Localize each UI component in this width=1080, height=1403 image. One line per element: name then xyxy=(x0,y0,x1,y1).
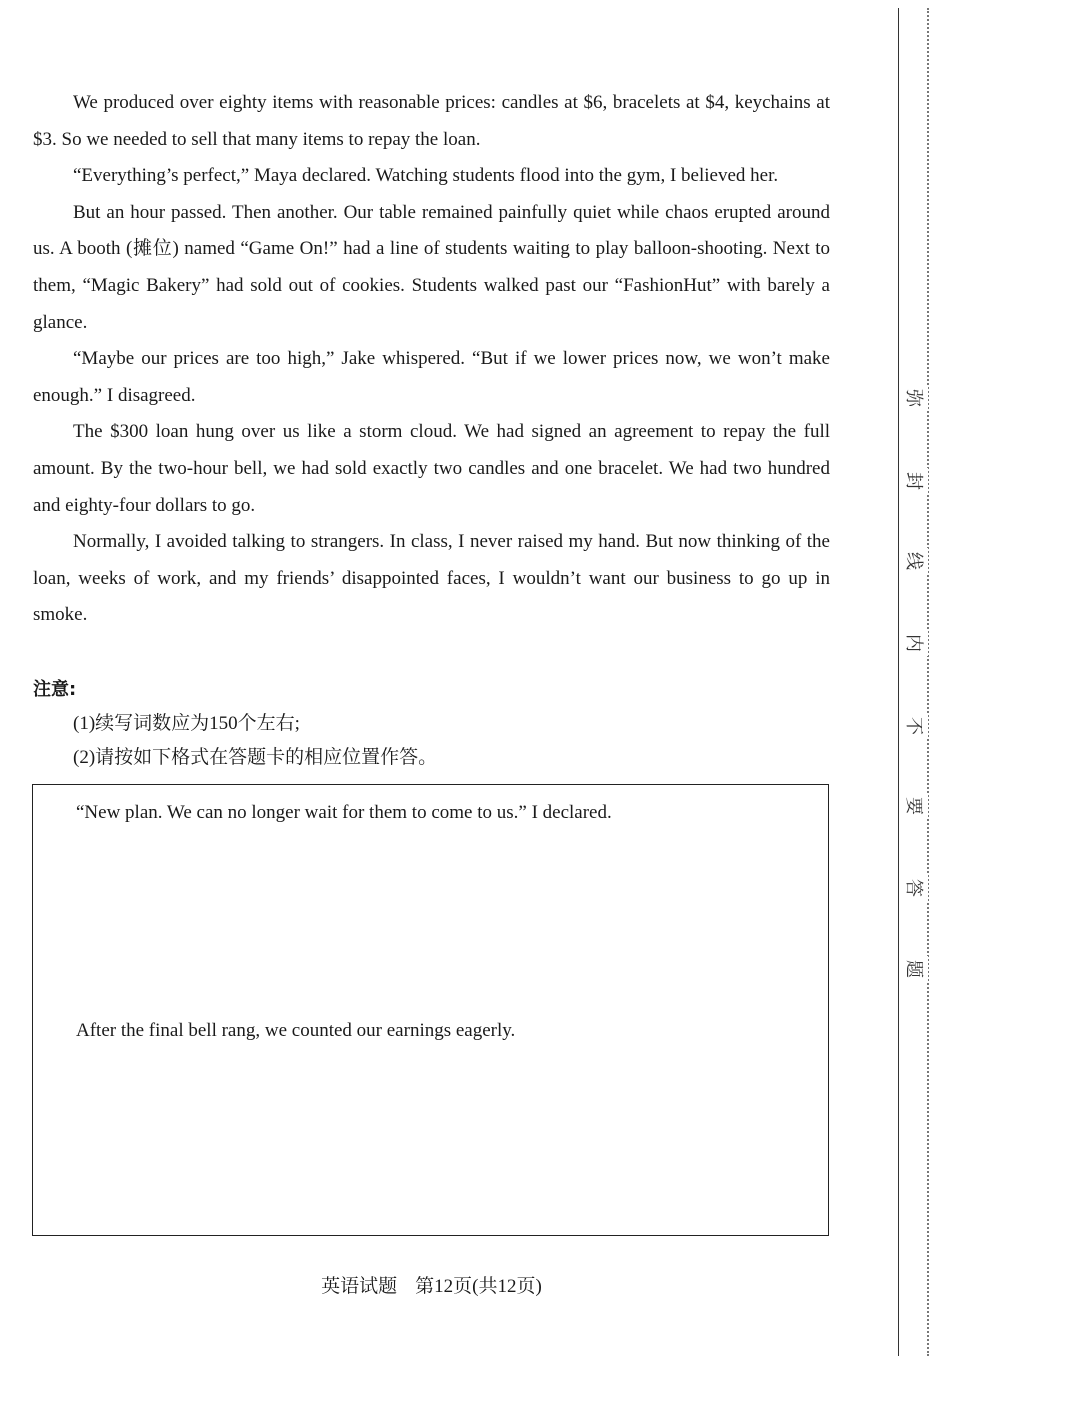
binding-char: 题 xyxy=(902,956,928,982)
paragraph: We produced over eighty items with reasonable prices: candles at $6, bracelets at $4, keychains at $3. So we needed to sell that many items to repay the loan. xyxy=(33,92,830,150)
paragraph: But an hour passed. Then another. Our table remained painfully quiet while chaos erupted around us. A booth (摊位) named “Game On!” had a line of students waiting to play balloon-shooting. Next to them, “Magic Bakery” had sold out of cookies. Students walked past our “FashionHut” with barely a glance. xyxy=(33,201,830,333)
paragraph: Normally, I avoided talking to strangers. In class, I never raised my hand. But now thinking of the loan, weeks of work, and my friends’ disappointed faces, I wouldn’t want our business to go up in smoke. xyxy=(33,531,830,626)
binding-line xyxy=(898,0,930,1403)
binding-char: 答 xyxy=(902,875,928,901)
note-item: (2)请按如下格式在答题卡的相应位置作答。 xyxy=(73,747,438,768)
paragraph: “Maybe our prices are too high,” Jake whispered. “But if we lower prices now, we won’t make enough.” I disagreed. xyxy=(33,348,830,406)
notes-heading: 注意: xyxy=(33,679,77,700)
binding-solid-line xyxy=(898,8,899,1356)
page-footer xyxy=(33,1273,830,1301)
passage xyxy=(33,85,830,634)
answer-prompt-second: After the final bell rang, we counted our earnings eagerly. xyxy=(76,1020,516,1041)
binding-char: 封 xyxy=(902,468,928,494)
note-item: (1)续写词数应为150个左右; xyxy=(73,713,300,734)
paragraph: The $300 loan hung over us like a storm cloud. We had signed an agreement to repay the full amount. By the two-hour bell, we had sold exactly two candles and one bracelet. We had two hundred and eighty-four dollars to go. xyxy=(33,421,830,516)
binding-char: 内 xyxy=(902,630,928,656)
answer-prompt-first: “New plan. We can no longer wait for them to come to us.” I declared. xyxy=(76,802,612,823)
binding-char: 要 xyxy=(902,793,928,819)
footer-page-number: 第12页(共12页) xyxy=(415,1276,542,1297)
binding-char: 不 xyxy=(902,713,928,739)
binding-dotted-line xyxy=(927,8,929,1356)
paragraph: “Everything’s perfect,” Maya declared. Watching students flood into the gym, I believed her. xyxy=(73,165,779,187)
binding-char: 线 xyxy=(902,548,928,574)
footer-subject: 英语试题 xyxy=(321,1276,398,1297)
binding-char: 弥 xyxy=(902,385,928,411)
notes-section xyxy=(33,673,830,775)
answer-box xyxy=(32,784,829,1236)
